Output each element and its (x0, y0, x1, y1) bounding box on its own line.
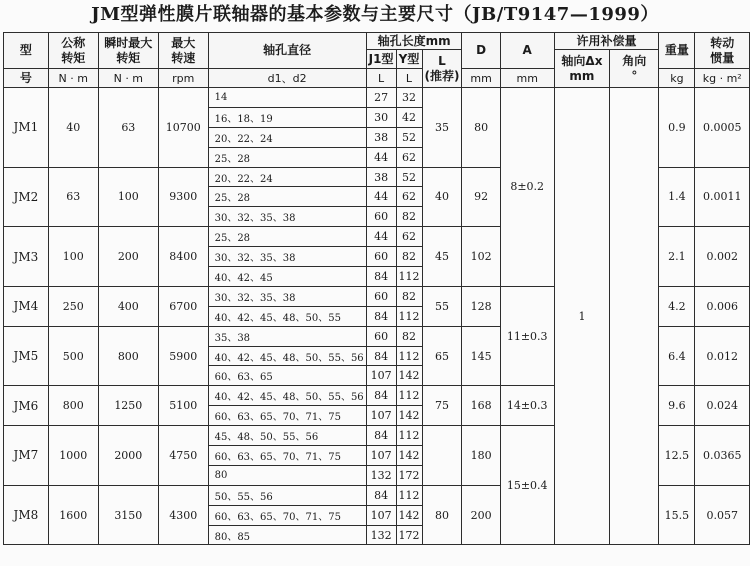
header-angular-unit: ° (631, 68, 638, 83)
d-cell: 180 (462, 426, 500, 486)
header-axial-label: 轴向Δx (561, 53, 603, 68)
l-recommended-cell: 65 (422, 326, 462, 386)
shaft-diameter-cell: 30、32、35、38 (208, 247, 366, 267)
y-length-cell: 142 (396, 505, 422, 525)
model-cell: JM6 (4, 386, 49, 426)
max-speed-cell: 6700 (158, 286, 208, 326)
peak-torque-cell: 800 (98, 326, 158, 386)
inertia-cell: 0.0011 (695, 167, 750, 227)
shaft-diameter-cell: 30、32、35、38 (208, 207, 366, 227)
header-nominal-torque: 公称 转矩 (48, 33, 98, 69)
peak-torque-cell: 3150 (98, 485, 158, 545)
shaft-diameter-cell: 60、63、65 (208, 366, 366, 386)
y-length-cell: 142 (396, 446, 422, 466)
axial-compensation-cell: 1 (554, 88, 610, 545)
weight-cell: 2.1 (659, 227, 695, 287)
shaft-diameter-cell: 20、22、24 (208, 167, 366, 187)
y-length-cell: 82 (396, 286, 422, 306)
y-length-cell: 112 (396, 306, 422, 326)
header-compensation: 许用补偿量 (554, 33, 659, 50)
j1-length-cell: 60 (366, 286, 396, 306)
j1-length-cell: 107 (366, 446, 396, 466)
j1-length-cell: 44 (366, 187, 396, 207)
model-cell: JM1 (4, 88, 49, 168)
inertia-cell: 0.006 (695, 286, 750, 326)
y-length-cell: 142 (396, 406, 422, 426)
header-l-recommended (422, 50, 462, 88)
j1-length-cell: 60 (366, 207, 396, 227)
y-length-cell: 112 (396, 485, 422, 505)
peak-torque-cell: 63 (98, 88, 158, 168)
j1-length-cell: 84 (366, 306, 396, 326)
shaft-diameter-cell: 35、38 (208, 326, 366, 346)
max-speed-cell: 4300 (158, 485, 208, 545)
weight-cell: 1.4 (659, 167, 695, 227)
header-axial-unit: mm (569, 68, 595, 83)
l-recommended-cell (422, 426, 462, 486)
header-bore-length: 轴孔长度mm (366, 33, 462, 50)
j1-length-cell: 132 (366, 465, 396, 485)
y-length-cell: 82 (396, 207, 422, 227)
table-title: JM型弹性膜片联轴器的基本参数与主要尺寸（JB/T9147—1999） (91, 4, 659, 25)
l-recommended-cell: 75 (422, 386, 462, 426)
model-cell: JM3 (4, 227, 49, 287)
nominal-torque-cell: 63 (48, 167, 98, 227)
inertia-cell: 0.0005 (695, 88, 750, 168)
header-angular (610, 50, 659, 88)
peak-torque-cell: 200 (98, 227, 158, 287)
model-cell: JM4 (4, 286, 49, 326)
shaft-diameter-cell: 80、85 (208, 525, 366, 545)
nominal-torque-cell: 250 (48, 286, 98, 326)
shaft-diameter-cell: 30、32、35、38 (208, 286, 366, 306)
weight-cell: 12.5 (659, 426, 695, 486)
shaft-diameter-cell: 40、42、45、48、50、55、56 (208, 386, 366, 406)
header-max-speed-unit: rpm (158, 69, 208, 88)
l-recommended-cell: 55 (422, 286, 462, 326)
inertia-cell: 0.0365 (695, 426, 750, 486)
y-length-cell: 82 (396, 326, 422, 346)
y-length-cell: 112 (396, 267, 422, 287)
max-speed-cell: 5900 (158, 326, 208, 386)
header-d-unit: mm (462, 69, 500, 88)
weight-cell: 0.9 (659, 88, 695, 168)
shaft-diameter-cell: 40、42、45、48、50、55 (208, 306, 366, 326)
a-cell: 15±0.4 (500, 426, 554, 545)
d-cell: 92 (462, 167, 500, 227)
shaft-diameter-cell: 60、63、65、70、71、75 (208, 505, 366, 525)
shaft-diameter-cell: 14 (208, 88, 366, 108)
max-speed-cell: 8400 (158, 227, 208, 287)
header-nominal-torque-unit: N · m (48, 69, 98, 88)
d-cell: 168 (462, 386, 500, 426)
l-recommended-cell: 45 (422, 227, 462, 287)
header-weight: 重量 (659, 33, 695, 69)
header-inertia: 转动 惯量 (695, 33, 750, 69)
max-speed-cell: 10700 (158, 88, 208, 168)
header-model-top: 型 (4, 33, 49, 69)
max-speed-cell: 5100 (158, 386, 208, 426)
j1-length-cell: 44 (366, 147, 396, 167)
j1-length-cell: 44 (366, 227, 396, 247)
j1-length-cell: 84 (366, 346, 396, 366)
j1-length-cell: 84 (366, 267, 396, 287)
inertia-cell: 0.012 (695, 326, 750, 386)
j1-length-cell: 107 (366, 505, 396, 525)
model-cell: JM7 (4, 426, 49, 486)
a-cell: 11±0.3 (500, 286, 554, 385)
l-recommended-cell: 40 (422, 167, 462, 227)
peak-torque-cell: 100 (98, 167, 158, 227)
header-angular-label: 角向 (622, 53, 647, 68)
nominal-torque-cell: 1000 (48, 426, 98, 486)
shaft-diameter-cell: 60、63、65、70、71、75 (208, 446, 366, 466)
inertia-cell: 0.057 (695, 485, 750, 545)
header-j1-l: L (366, 69, 396, 88)
header-shaft-symbol: d1、d2 (208, 69, 366, 88)
shaft-diameter-cell: 25、28 (208, 227, 366, 247)
table-row (4, 88, 750, 108)
header-j1-type: J1型 (366, 50, 396, 69)
j1-length-cell: 107 (366, 406, 396, 426)
d-cell: 80 (462, 88, 500, 168)
header-a: A (500, 33, 554, 69)
l-recommended-cell: 35 (422, 88, 462, 168)
nominal-torque-cell: 1600 (48, 485, 98, 545)
max-speed-cell: 9300 (158, 167, 208, 227)
j1-length-cell: 27 (366, 88, 396, 108)
y-length-cell: 52 (396, 127, 422, 147)
table-header (4, 33, 750, 88)
model-cell: JM5 (4, 326, 49, 386)
y-length-cell: 172 (396, 465, 422, 485)
j1-length-cell: 84 (366, 485, 396, 505)
j1-length-cell: 107 (366, 366, 396, 386)
shaft-diameter-cell: 40、42、45 (208, 267, 366, 287)
weight-cell: 6.4 (659, 326, 695, 386)
j1-length-cell: 84 (366, 386, 396, 406)
weight-cell: 9.6 (659, 386, 695, 426)
y-length-cell: 112 (396, 386, 422, 406)
header-peak-torque-unit: N · m (98, 69, 158, 88)
shaft-diameter-cell: 16、18、19 (208, 107, 366, 127)
y-length-cell: 52 (396, 167, 422, 187)
header-weight-unit: kg (659, 69, 695, 88)
header-y-l: L (396, 69, 422, 88)
model-cell: JM2 (4, 167, 49, 227)
a-cell: 14±0.3 (500, 386, 554, 426)
shaft-diameter-cell: 50、55、56 (208, 485, 366, 505)
j1-length-cell: 60 (366, 247, 396, 267)
j1-length-cell: 38 (366, 167, 396, 187)
header-axial (554, 50, 610, 88)
shaft-diameter-cell: 25、28 (208, 187, 366, 207)
y-length-cell: 32 (396, 88, 422, 108)
d-cell: 145 (462, 326, 500, 386)
d-cell: 200 (462, 485, 500, 545)
shaft-diameter-cell: 20、22、24 (208, 127, 366, 147)
shaft-diameter-cell: 60、63、65、70、71、75 (208, 406, 366, 426)
header-max-speed: 最大 转速 (158, 33, 208, 69)
l-recommended-cell: 80 (422, 485, 462, 545)
header-l-note: (推荐) (424, 68, 460, 83)
header-model-bottom: 号 (4, 69, 49, 88)
d-cell: 128 (462, 286, 500, 326)
y-length-cell: 142 (396, 366, 422, 386)
nominal-torque-cell: 40 (48, 88, 98, 168)
header-d: D (462, 33, 500, 69)
nominal-torque-cell: 100 (48, 227, 98, 287)
header-inertia-unit: kg · m² (695, 69, 750, 88)
y-length-cell: 42 (396, 107, 422, 127)
j1-length-cell: 60 (366, 326, 396, 346)
weight-cell: 15.5 (659, 485, 695, 545)
inertia-cell: 0.002 (695, 227, 750, 287)
nominal-torque-cell: 500 (48, 326, 98, 386)
model-cell: JM8 (4, 485, 49, 545)
y-length-cell: 82 (396, 247, 422, 267)
shaft-diameter-cell: 40、42、45、48、50、55、56 (208, 346, 366, 366)
peak-torque-cell: 1250 (98, 386, 158, 426)
y-length-cell: 62 (396, 227, 422, 247)
y-length-cell: 62 (396, 147, 422, 167)
header-shaft-diameter: 轴孔直径 (208, 33, 366, 69)
angular-compensation-cell (610, 88, 659, 545)
weight-cell: 4.2 (659, 286, 695, 326)
y-length-cell: 112 (396, 346, 422, 366)
shaft-diameter-cell: 80 (208, 465, 366, 485)
j1-length-cell: 132 (366, 525, 396, 545)
header-peak-torque: 瞬时最大 转矩 (98, 33, 158, 69)
j1-length-cell: 30 (366, 107, 396, 127)
y-length-cell: 112 (396, 426, 422, 446)
peak-torque-cell: 400 (98, 286, 158, 326)
header-y-type: Y型 (396, 50, 422, 69)
header-a-unit: mm (500, 69, 554, 88)
inertia-cell: 0.024 (695, 386, 750, 426)
shaft-diameter-cell: 25、28 (208, 147, 366, 167)
y-length-cell: 172 (396, 525, 422, 545)
j1-length-cell: 84 (366, 426, 396, 446)
peak-torque-cell: 2000 (98, 426, 158, 486)
a-cell: 8±0.2 (500, 88, 554, 287)
y-length-cell: 62 (396, 187, 422, 207)
d-cell: 102 (462, 227, 500, 287)
table-body (4, 88, 750, 545)
coupling-spec-table (3, 32, 750, 545)
j1-length-cell: 38 (366, 127, 396, 147)
nominal-torque-cell: 800 (48, 386, 98, 426)
max-speed-cell: 4750 (158, 426, 208, 486)
shaft-diameter-cell: 45、48、50、55、56 (208, 426, 366, 446)
header-l-letter: L (438, 53, 446, 68)
